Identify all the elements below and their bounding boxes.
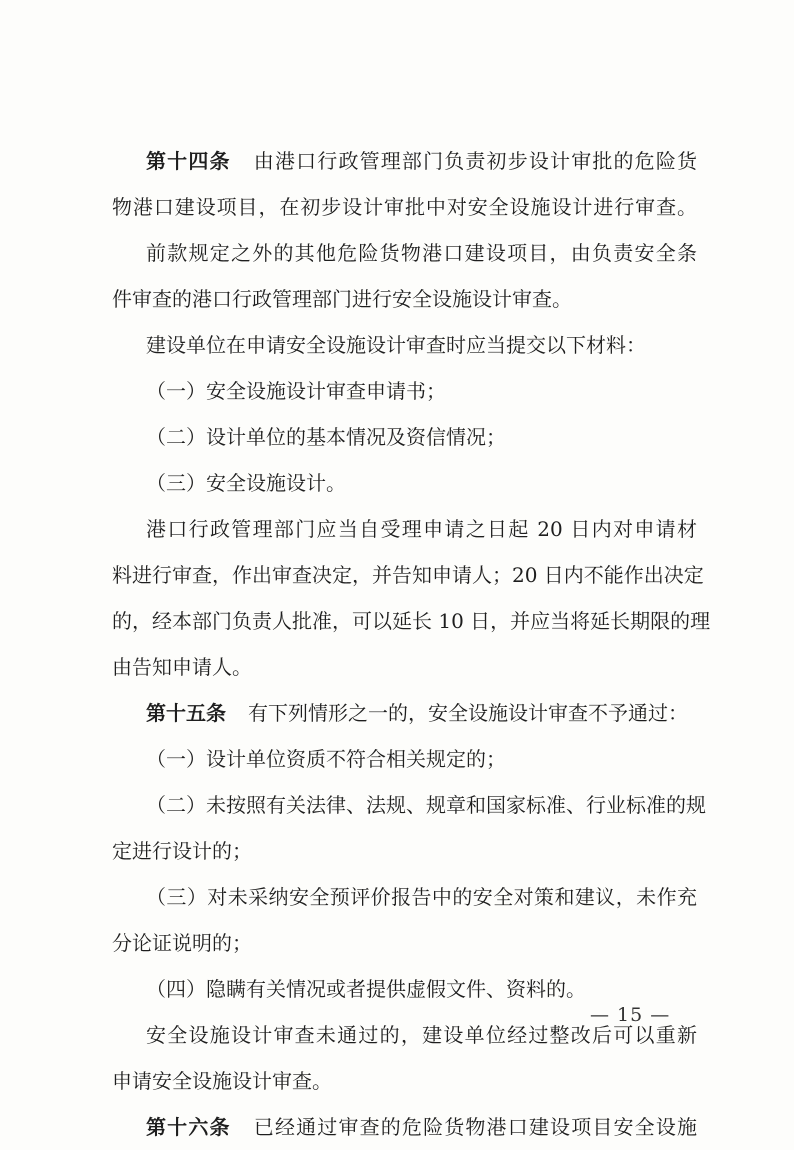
paragraph-4-line-3: 的，经本部门负责人批准，可以延长 10 日，并应当将延长期限的理 [112,609,711,633]
list2-item-2-line-1: （二）未按照有关法律、法规、规章和国家标准、行业标准的规 [146,793,706,817]
article-14-line-1 [112,138,697,184]
article-16-text: 已经通过审查的危险货物港口建设项目安全设施 [252,1115,698,1139]
paragraph-2-line-2: 件审查的港口行政管理部门进行安全设施设计审查。 [112,287,572,311]
article-16-title: 第十六条 [146,1115,231,1139]
article-14-line-2: 物港口建设项目，在初步设计审批中对安全设施设计进行审查。 [112,195,697,219]
list2-item-2-line-2: 定进行设计的； [112,839,252,863]
article-15-title: 第十五条 [146,701,226,725]
list2-item-3-line-1: （三）对未采纳安全预评价报告中的安全对策和建议，未作充 [146,885,697,909]
article-14-title: 第十四条 [146,149,231,173]
list1-item-1: （一）安全设施设计审查申请书； [146,379,446,403]
list1-item-3: （三）安全设施设计。 [146,471,346,495]
list2-item-4: （四）隐瞒有关情况或者提供虚假文件、资料的。 [146,977,586,1001]
article-14-text: 由港口行政管理部门负责初步设计审批的危险货 [252,149,698,173]
list1-item-2: （二）设计单位的基本情况及资信情况； [146,425,506,449]
list2-item-1: （一）设计单位资质不符合相关规定的； [146,747,506,771]
paragraph-5-line-2: 申请安全设施设计审查。 [112,1069,332,1093]
article-15-text: 有下列情形之一的，安全设施设计审查不予通过： [248,701,688,725]
paragraph-5-line-1: 安全设施设计审查未通过的，建设单位经过整改后可以重新 [146,1023,697,1047]
list2-item-3-line-2: 分论证说明的； [112,931,252,955]
document-body [112,138,711,1150]
paragraph-4-line-1: 港口行政管理部门应当自受理申请之日起 20 日内对申请材 [146,517,697,541]
article-16-line-1 [112,1104,697,1150]
paragraph-3: 建设单位在申请安全设施设计审查时应当提交以下材料： [146,333,646,357]
article-15-line-1 [112,690,697,736]
paragraph-2-line-1: 前款规定之外的其他危险货物港口建设项目，由负责安全条 [146,241,697,265]
paragraph-4-line-4: 由告知申请人。 [112,655,252,679]
paragraph-4-line-2: 料进行审查，作出审查决定，并告知申请人；20 日内不能作出决定 [112,563,704,587]
page-number: — 15 — [590,1004,671,1026]
